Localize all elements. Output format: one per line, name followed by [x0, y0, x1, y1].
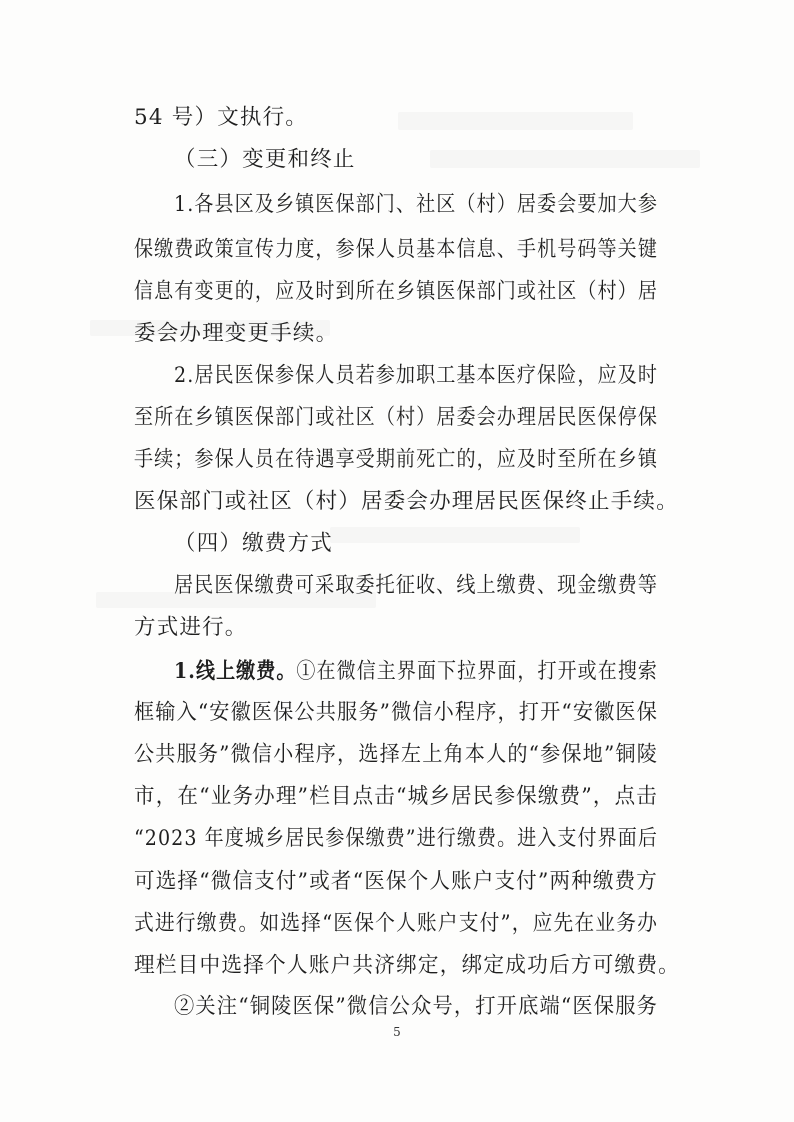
document-line [0, 318, 794, 350]
body-text: 保缴费政策宣传力度，参保人员基本信息、手机号码等关键 [134, 237, 658, 262]
document-line [5, 950, 769, 982]
document-line [8, 739, 753, 771]
document-line [8, 697, 753, 729]
body-text: 公共服务”微信小程序，选择左上角本人的“参保地”铜陵 [134, 742, 658, 767]
bold-heading-text: 1.线上缴费。 [174, 659, 297, 684]
document-line [19, 189, 724, 221]
document-line [15, 444, 720, 476]
body-text: 方式进行。 [134, 615, 248, 640]
document-line [11, 908, 742, 940]
body-text: 2.居民医保参保人员若参加职工基本医疗保险，应及时 [174, 363, 658, 388]
document-line [19, 360, 724, 392]
document-line [0, 486, 794, 518]
body-text: 框输入“安徽医保公共服务”微信小程序，打开“安徽医保 [134, 700, 658, 725]
body-text: “2023 年度城乡居民参保缴费”进行缴费。进入支付界面后 [134, 826, 658, 851]
body-text: ②关注“铜陵医保”微信公众号，打开底端“医保服务 [174, 994, 659, 1019]
body-text: 至所在乡镇医保部门或社区（村）居委会办理居民医保停保 [134, 405, 658, 430]
document-line [19, 570, 724, 602]
body-text: 可选择“微信支付”或者“医保个人账户支付”两种缴费方 [134, 869, 658, 894]
body-text: （四）缴费方式 [174, 531, 333, 556]
body-text: ①在微信主界面下拉界面，打开或在搜索 [296, 659, 659, 684]
document-line [15, 823, 719, 855]
document-line [6, 866, 765, 898]
body-text: 市，在“业务办理”栏目点击“城乡居民参保缴费”，点击 [134, 784, 658, 809]
document-line [0, 144, 794, 176]
document-line [20, 656, 723, 688]
document-line [0, 612, 794, 644]
document-line [6, 781, 765, 813]
body-text: 式进行缴费。如选择“医保个人账户支付”，应先在业务办 [134, 911, 658, 936]
body-text: 理栏目中选择个人账户共济绑定，绑定成功后方可缴费。 [134, 953, 681, 978]
body-text: 信息有变更的，应及时到所在乡镇医保部门或社区（村）居 [134, 279, 658, 304]
document-line [15, 402, 720, 434]
document-line [0, 528, 794, 560]
body-text: 1.各县区及乡镇医保部门、社区（村）居委会要加大参 [174, 192, 658, 217]
body-text: （三）变更和终止 [174, 147, 356, 172]
document-line [15, 276, 720, 308]
page-number: 5 [393, 1025, 401, 1039]
body-text: 居民医保缴费可采取委托征收、线上缴费、现金缴费等 [174, 573, 659, 598]
body-text: 54 号）文执行。 [134, 105, 308, 130]
document-line [10, 991, 759, 1023]
document-line [0, 102, 794, 134]
body-text: 手续；参保人员在待遇享受期前死亡的，应及时至所在乡镇 [134, 447, 658, 472]
body-text: 委会办理变更手续。 [134, 321, 339, 346]
body-text: 医保部门或社区（村）居委会办理居民医保终止手续。 [134, 489, 679, 514]
document-line [15, 234, 720, 266]
